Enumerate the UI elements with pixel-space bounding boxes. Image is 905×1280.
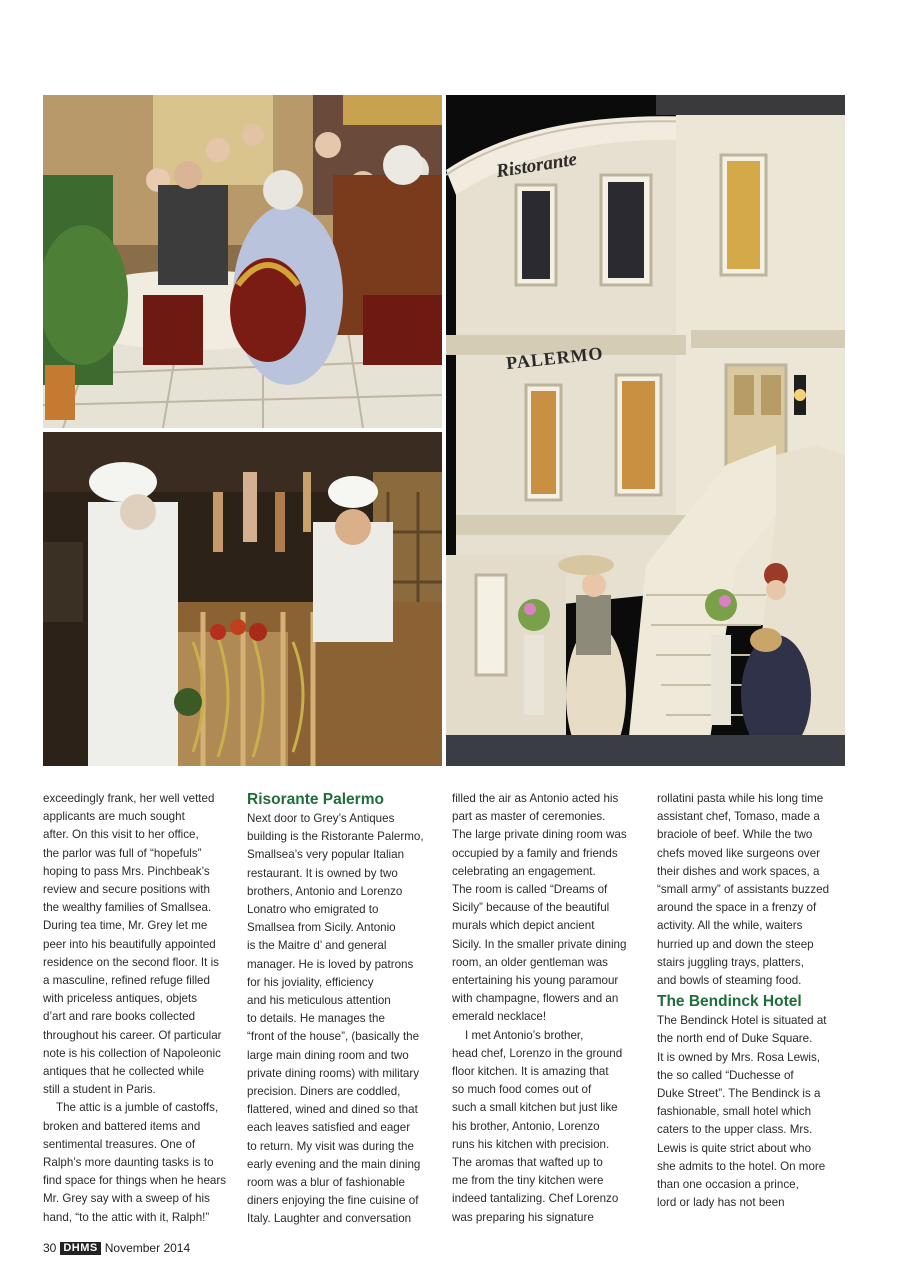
text-column-1 (43, 790, 233, 1227)
paragraph: filled the air as Antonio acted his part as master of ceremonies. The large private dining room was occupied by a family and friends celebrating an engagement. The room is called “Dreams of Sicily” because of the beautiful murals which depict ancient Sicily. In the smaller private dining room, an older gentleman was entertaining his young paramour with champagne, flowers and an emerald necklace! (452, 792, 627, 1024)
section-heading-risorante-palermo: Risorante Palermo (247, 791, 384, 808)
paragraph: The attic is a jumble of castoffs, broken and battered items and sentimental treasures. One of Ralph’s more daunting tasks is to find space for things when he hears Mr. Grey say with a sweep of his hand, “to the attic with it, Ralph!” (43, 1101, 227, 1224)
text-column-2 (247, 790, 437, 1229)
magazine-logo: DHMS (60, 1242, 100, 1255)
section-heading-bendinck-hotel: The Bendinck Hotel (657, 993, 802, 1011)
issue-date: November 2014 (104, 1241, 191, 1255)
facade-sign-ristorante: Ristorante (494, 148, 579, 183)
text-column-3 (452, 790, 642, 1227)
restaurant-facade-photo (446, 95, 845, 766)
facade-sign-palermo: PALERMO (505, 342, 605, 374)
paragraph: rollatini pasta while his long time assistant chef, Tomaso, made a braciole of beef. While the two chefs moved like surgeons over their dishes and work spaces, a “small army” of assistants buzzed around the space in a frenzy of activity. All the while, waiters hurried up and down the steep stairs juggling trays, platters, and bowls of steaming food. (657, 792, 830, 988)
text-column-4 (657, 790, 847, 1212)
page-folio (43, 1241, 190, 1255)
page-number: 30 (43, 1241, 57, 1255)
kitchen-photo (43, 432, 442, 766)
paragraph: exceedingly frank, her well vetted applicants are much sought after. On this visit to her office, the parlor was full of “hopefuls” hoping to pass Mrs. Pinchbeak’s review and secure positions with the wealthy families of Smallsea. During tea time, Mr. Grey let me peer into his beautifully appointed residence on the second floor. It is a masculine, refined refuge filled with priceless antiques, objets d’art and rare books collected throughout his career. Of particular note is his collection of Napoleonic antiques that he collected while still a student in Paris. (43, 792, 222, 1097)
dining-room-photo (43, 95, 442, 428)
paragraph: I met Antonio’s brother, head chef, Lorenzo in the ground floor kitchen. It is amazing that so much food comes out of such a small kitchen but just like his brother, Antonio, Lorenzo runs his kitchen with precision. The aromas that wafted up to me from the tiny kitchen were indeed tantalizing. Chef Lorenzo was preparing his signature (452, 1028, 623, 1224)
paragraph: Next door to Grey’s Antiques building is the Ristorante Palermo, Smallsea’s very popular Italian restaurant. It is owned by two brothers, Antonio and Lorenzo Lonatro who emigrated to Smallsea from Sicily. Antonio is the Maitre d’ and general manager. He is loved by patrons for his joviality, efficiency and his meticulous attention to details. He manages the “front of the house”, (basically the large main dining room and two private dining rooms) with military precision. Diners are coddled, flattered, wined and dined so that each leaves satisfied and eager to return. My visit was during the early evening and the main dining room was a blur of fashionable diners enjoying the fine cuisine of Italy. Laughter and conversation (247, 812, 424, 1226)
paragraph: The Bendinck Hotel is situated at the north end of Duke Square. It is owned by Mrs. Rosa Lewis, the so called “Duchesse of Duke Street”. The Bendinck is a fashionable, small hotel which caters to the upper class. Mrs. Lewis is quite strict about who she admits to the hotel. On more than one occasion a prince, lord or lady has not been (657, 1014, 827, 1210)
